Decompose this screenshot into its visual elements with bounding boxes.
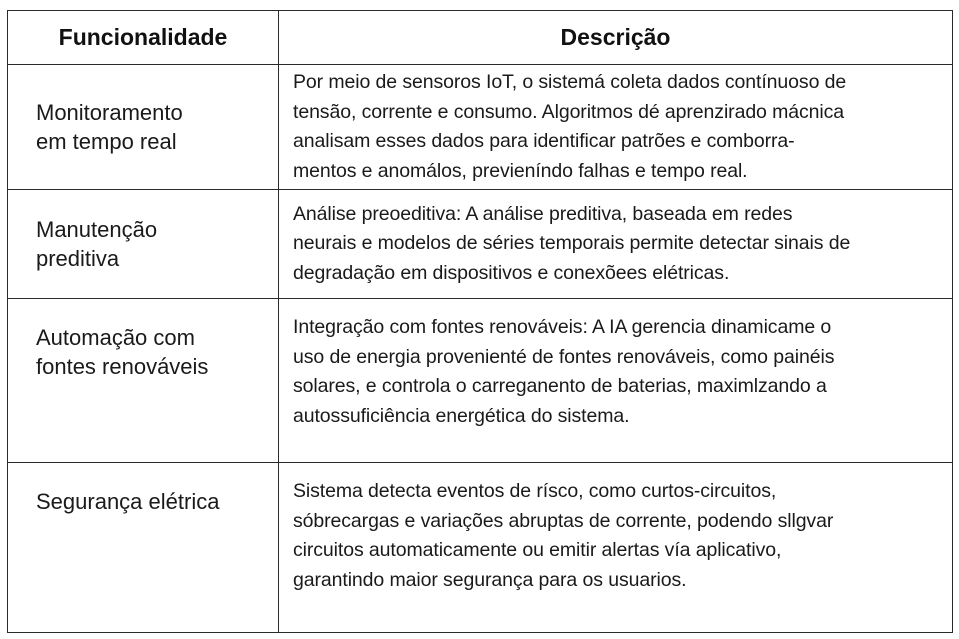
description-line: Por meio de sensoros IoT, o sistemá coleta dados contínuoso de: [293, 71, 847, 93]
description-cell: [279, 65, 953, 190]
feature-cell: [8, 65, 279, 190]
feature-line: Manutenção: [36, 217, 158, 242]
feature-line: Automação com: [36, 325, 195, 350]
description-line: mentos e anomálos, previeníndo falhas e tempo real.: [293, 159, 748, 182]
description-cell: [279, 299, 953, 463]
header-descricao: Descrição: [279, 11, 953, 65]
table-row: [8, 299, 953, 463]
feature-cell: [8, 190, 279, 299]
description-line: degradação em dispositivos e conexõees elétricas.: [293, 261, 730, 284]
description-line: solares, e controla o carreganento de baterias, maximlzando a: [293, 375, 827, 397]
header-funcionalidade: Funcionalidade: [8, 11, 279, 65]
description-line: neurais e modelos de séries temporais permite detectar sinais de: [293, 232, 851, 255]
feature-line: em tempo real: [36, 129, 177, 154]
feature-cell: [8, 299, 279, 463]
feature-line: Monitoramento: [36, 100, 183, 125]
table-header-row: [8, 11, 953, 65]
feature-cell: [8, 463, 279, 633]
description-line: Integração com fontes renováveis: A IA gerencia dinamicame o: [293, 316, 832, 338]
feature-line: fontes renováveis: [36, 354, 209, 379]
description-line: analisam esses dados para identificar patrões e comborra-: [293, 130, 795, 152]
description-line: tensão, corrente e consumo. Algoritmos dé aprenzirado mácnica: [293, 100, 845, 123]
table-row: [8, 190, 953, 299]
feature-line: preditiva: [36, 246, 120, 271]
table-row: [8, 463, 953, 633]
table-row: [8, 65, 953, 190]
description-line: uso de energia provenienté de fontes renováveis, como painéis: [293, 345, 835, 368]
feature-line: Segurança elétrica: [36, 489, 220, 514]
description-line: Análise preoeditiva: A análise preditiva, baseada em redes: [293, 202, 793, 225]
features-table: [7, 10, 953, 633]
description-cell: [279, 463, 953, 633]
description-line: sóbrecargas e variações abruptas de corrente, podendo sllgvar: [293, 509, 834, 532]
description-line: Sistema detecta eventos de rísco, como curtos-circuitos,: [293, 480, 777, 502]
description-line: garantindo maior segurança para os usuarios.: [293, 568, 687, 591]
description-cell: [279, 190, 953, 299]
description-line: autossuficiência energética do sistema.: [293, 404, 630, 427]
description-line: circuitos automaticamente ou emitir alertas vía aplicativo,: [293, 539, 782, 561]
